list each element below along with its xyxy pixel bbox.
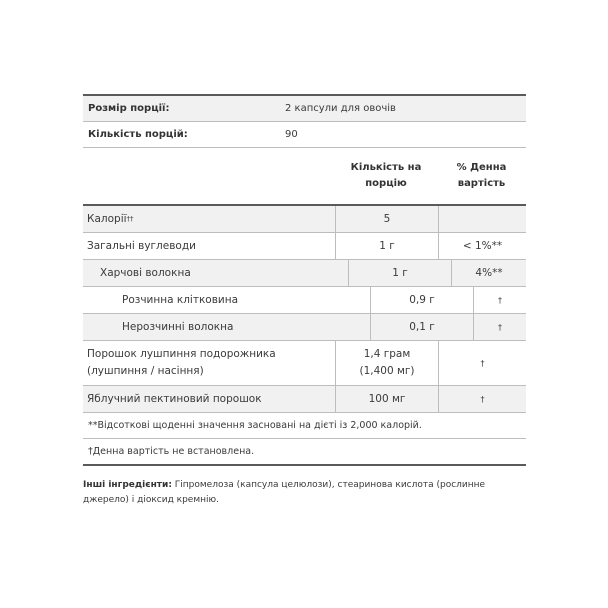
serving-size-row <box>83 96 526 122</box>
nutrient-name: Порошок лушпиння подорожника (лушпиння / насіння) <box>87 348 276 377</box>
nutrient-name: Нерозчинні волокна <box>122 321 234 333</box>
nutrient-dv: † <box>473 314 526 340</box>
nutrient-amount: 1,4 грам (1,400 мг) <box>359 348 415 377</box>
nutrient-dv: † <box>473 287 526 313</box>
nutrient-mark: †† <box>126 215 134 223</box>
nutrient-amount: 5 <box>335 206 438 232</box>
nutrient-amount: 100 мг <box>335 386 438 412</box>
amount-per-serving-header: Кількість на порцію <box>350 162 422 189</box>
nutrient-dv: 4%** <box>451 260 526 286</box>
other-ingredients-text: Гіпромелоза (капсула целюлози), стеаринова кислота (рослинне джерело) і діоксид кремнію. <box>83 480 486 505</box>
nutrient-name: Розчинна клітковина <box>122 294 239 306</box>
nutrient-row-total-carbs <box>83 233 526 260</box>
nutrient-amount: 0,1 г <box>370 314 473 340</box>
nutrient-name: Яблучний пектиновий порошок <box>87 393 262 405</box>
footnote-not-established: †Денна вартість не встановлена. <box>88 446 255 457</box>
nutrient-amount: 1 г <box>335 233 438 259</box>
nutrient-name: Калорії <box>87 213 127 225</box>
nutrient-dv <box>438 206 526 232</box>
servings-count-row <box>83 122 526 148</box>
nutrient-amount: 0,9 г <box>370 287 473 313</box>
other-ingredients <box>83 478 513 508</box>
other-ingredients-label: Інші інгредієнти: <box>83 480 172 490</box>
nutrient-dv: † <box>438 341 526 385</box>
nutrient-dv: < 1%** <box>438 233 526 259</box>
footnote-daily-values: **Відсоткові щоденні значення засновані на дієті із 2,000 калорій. <box>83 413 526 439</box>
serving-size-value: 2 капсули для овочів <box>285 103 396 114</box>
nutrient-row-soluble-fiber <box>83 287 526 314</box>
nutrient-name: Загальні вуглеводи <box>87 240 196 252</box>
nutrient-dv: † <box>438 386 526 412</box>
daily-value-header: % Денна вартість <box>456 162 507 189</box>
nutrient-row-psyllium <box>83 341 526 386</box>
nutrient-amount: 1 г <box>348 260 451 286</box>
servings-count-label: Кількість порцій: <box>88 129 188 140</box>
nutrient-row-apple-pectin <box>83 386 526 413</box>
servings-count-value: 90 <box>285 129 298 140</box>
column-header-row <box>83 148 526 206</box>
serving-size-label: Розмір порції: <box>88 103 170 114</box>
nutrient-row-insoluble-fiber <box>83 314 526 341</box>
nutrient-row-dietary-fiber <box>83 260 526 287</box>
supplement-facts-table <box>83 94 526 466</box>
nutrient-row-calories <box>83 206 526 233</box>
nutrient-name: Харчові волокна <box>100 267 191 279</box>
